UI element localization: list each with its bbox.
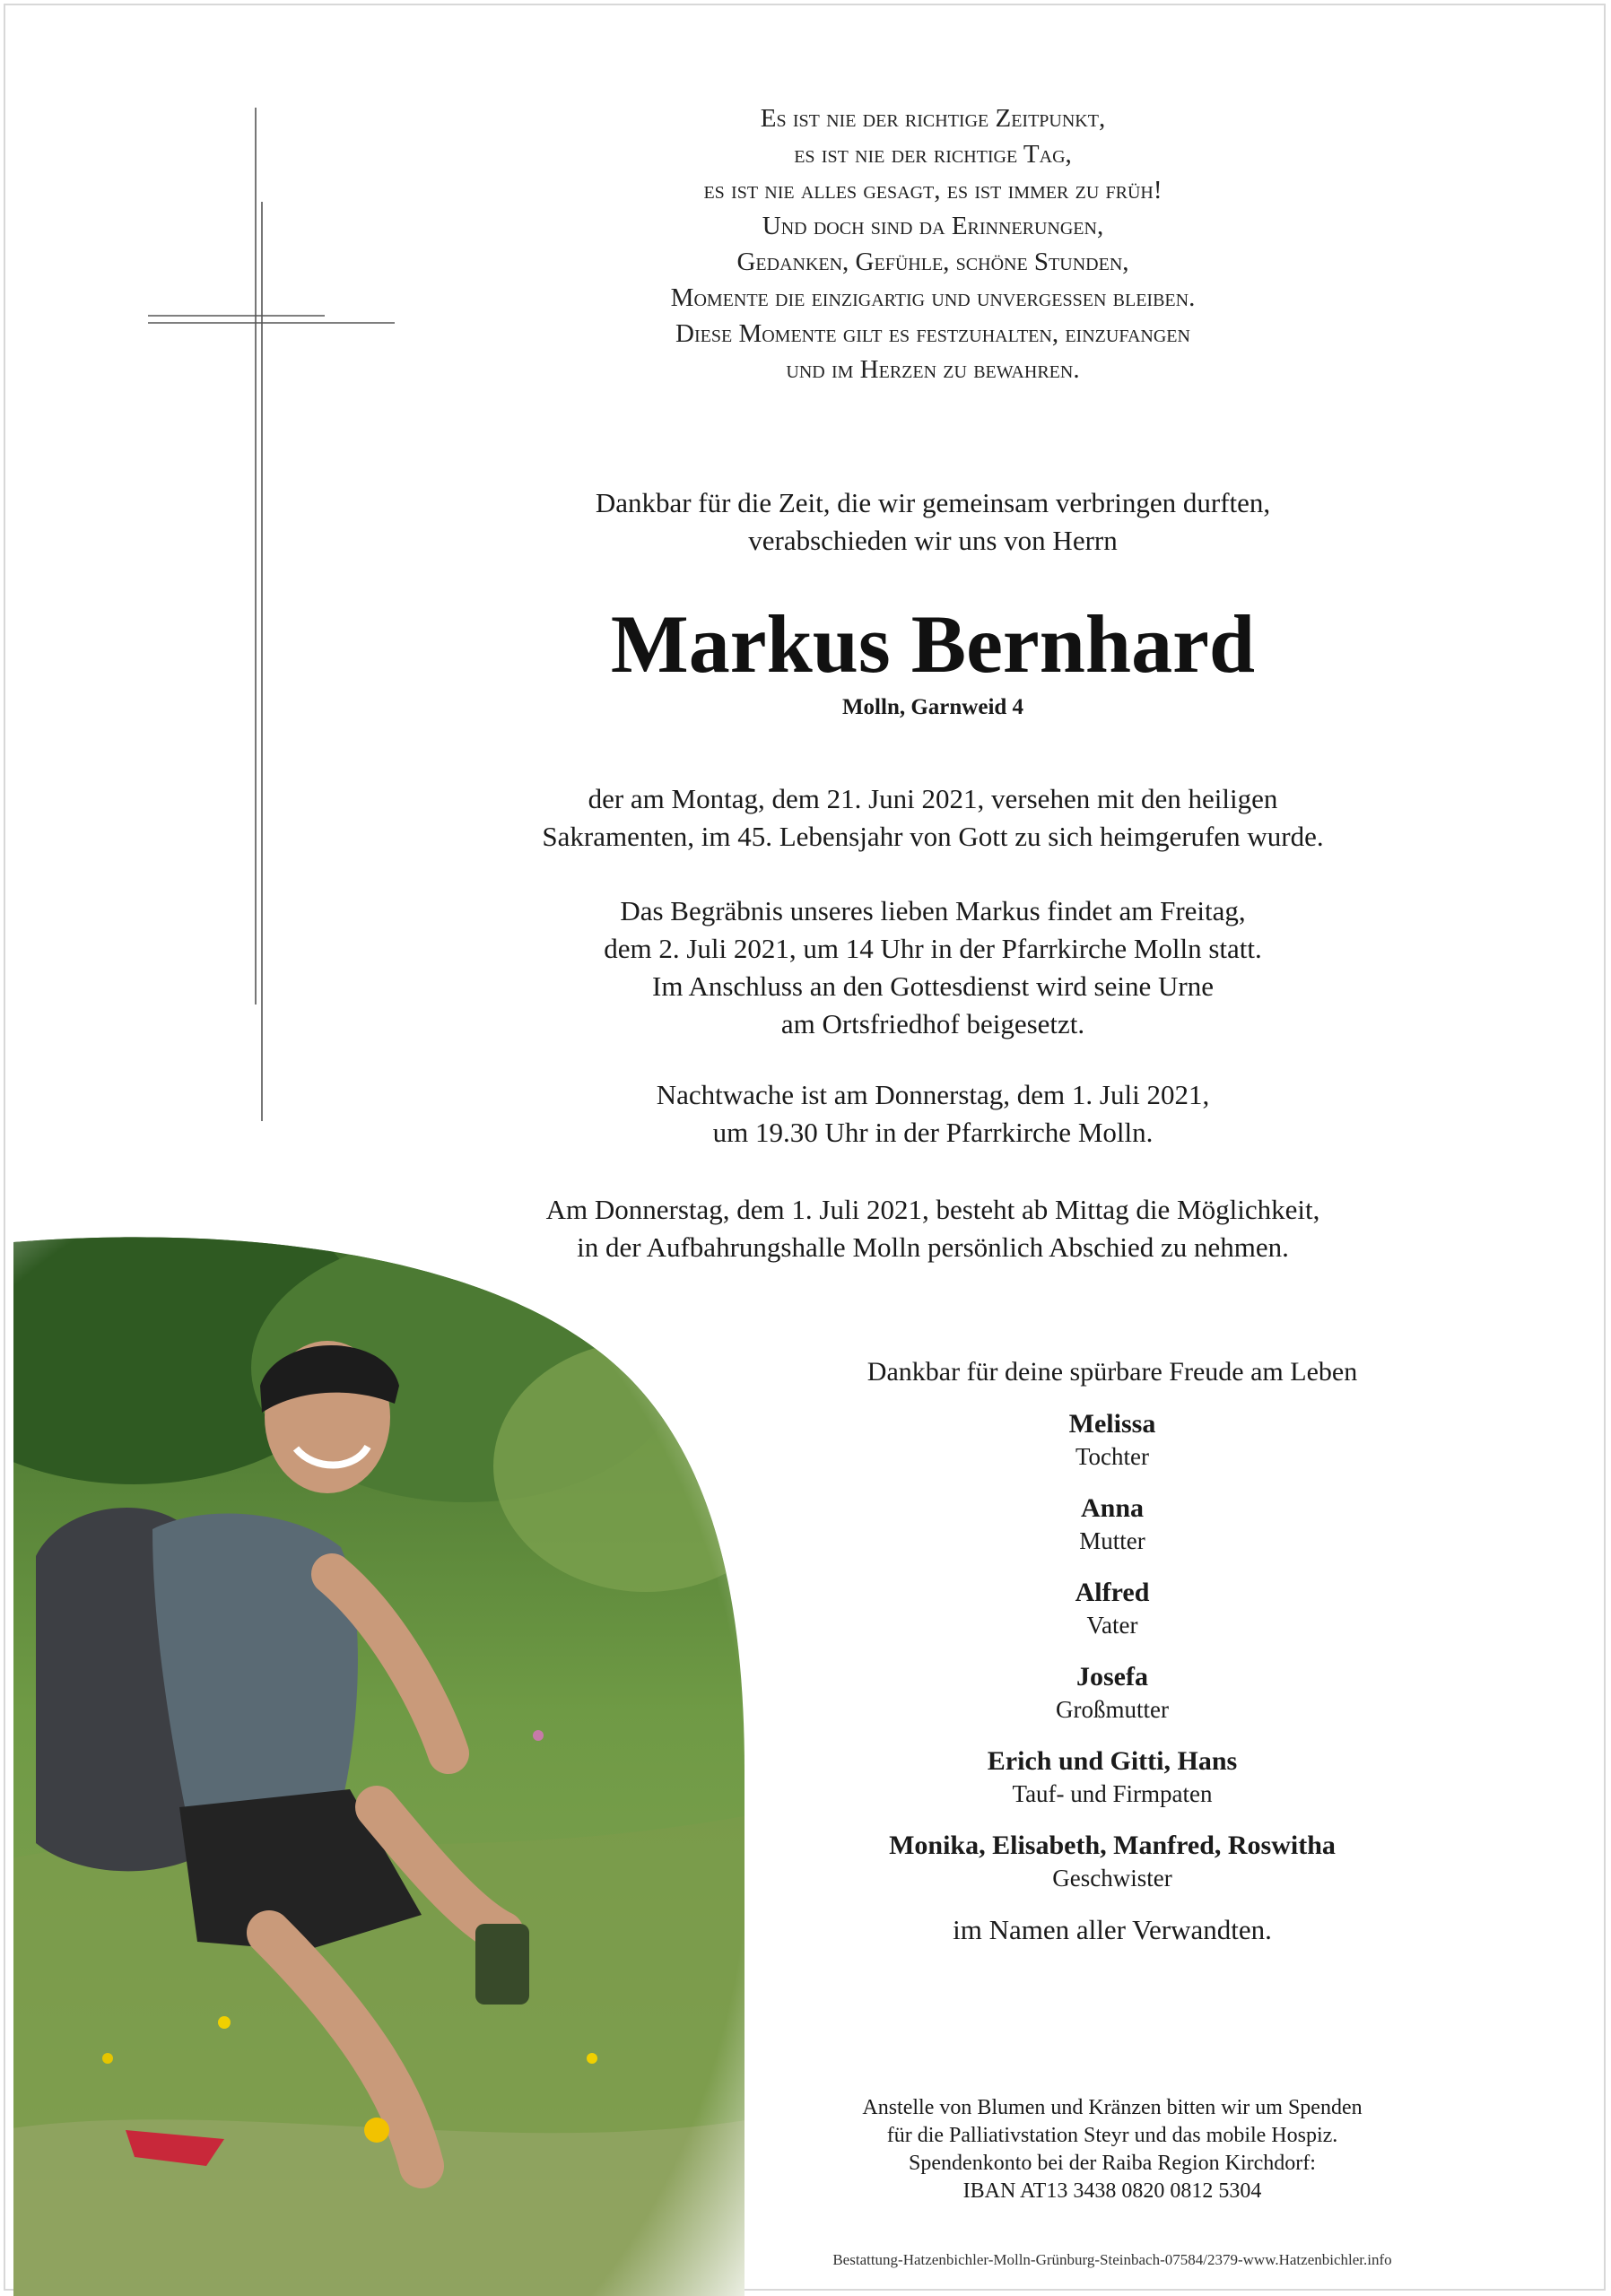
poem-line: Momente die einzigartig und unvergessen bleiben. [670,283,1196,312]
family-member [771,1492,1453,1557]
cross-icon [0,0,413,1130]
family-member-name: Josefa [1076,1662,1148,1692]
death-notice [440,780,1426,856]
poem-line: Gedanken, Gefühle, schöne Stunden, [736,248,1129,276]
donation-info [771,2094,1453,2205]
family-member-relation: Geschwister [1052,1865,1172,1892]
family-member-relation: Großmutter [1056,1696,1169,1723]
family-member [771,1745,1453,1810]
funeral-line: am Ortsfriedhof beigesetzt. [780,1008,1085,1039]
family-member-name: Melissa [1068,1409,1156,1439]
intro-line: verabschieden wir uns von Herrn [748,525,1118,556]
viewing-line: Am Donnerstag, dem 1. Juli 2021, besteht ab Mittag die Möglichkeit, [545,1194,1320,1225]
poem [502,100,1363,387]
donation-line: Spendenkonto bei der Raiba Region Kirchdorf: [909,2152,1316,2175]
portrait-photo [0,1233,789,2296]
family-member-relation: Tochter [1075,1443,1150,1470]
poem-line: es ist nie der richtige Tag, [794,140,1072,169]
funeral-line: Das Begräbnis unseres lieben Markus findet am Freitag, [620,895,1246,926]
poem-line: es ist nie alles gesagt, es ist immer zu früh! [703,176,1163,204]
family-closing: im Namen aller Verwandten. [953,1914,1272,1945]
family-member-name: Alfred [1075,1578,1150,1607]
poem-line: und im Herzen zu bewahren. [786,355,1080,384]
funeral-line: dem 2. Juli 2021, um 14 Uhr in der Pfarrkirche Molln statt. [604,933,1262,964]
intro-line: Dankbar für die Zeit, die wir gemeinsam verbringen durften, [595,487,1271,518]
family-member-name: Erich und Gitti, Hans [987,1746,1238,1776]
family-member-relation: Tauf- und Firmpaten [1012,1780,1213,1807]
family-member [771,1408,1453,1473]
intro [448,484,1417,560]
deceased-name: Markus Bernhard [610,598,1256,690]
family-member-name: Monika, Elisabeth, Manfred, Roswitha [889,1831,1336,1860]
donation-line: Anstelle von Blumen und Kränzen bitten wir um Spenden [862,2096,1363,2119]
donation-line: IBAN AT13 3438 0820 0812 5304 [962,2179,1262,2203]
family-member-relation: Vater [1086,1612,1138,1639]
poem-line: Diese Momente gilt es festzuhalten, einzufangen [675,319,1190,348]
family-section [771,1354,1453,1946]
poem-line: Es ist nie der richtige Zeitpunkt, [760,104,1106,133]
death-notice-line: Sakramenten, im 45. Lebensjahr von Gott zu sich heimgerufen wurde. [542,821,1324,852]
family-member-name: Anna [1080,1493,1145,1523]
footer: Bestattung-Hatzenbichler-Molln-Grünburg-Steinbach-07584/2379-www.Hatzenbichler.info [832,2251,1392,2268]
family-intro: Dankbar für deine spürbare Freude am Leben [866,1357,1358,1387]
family-member [771,1830,1453,1894]
deceased-address: Molln, Garnweid 4 [841,695,1024,719]
death-notice-line: der am Montag, dem 21. Juni 2021, versehen mit den heiligen [588,783,1278,814]
vigil-line: Nachtwache ist am Donnerstag, dem 1. Juli 2021, [656,1079,1210,1110]
vigil-info [440,1076,1426,1152]
donation-line: für die Palliativstation Steyr und das mobile Hospiz. [886,2124,1338,2147]
family-member [771,1661,1453,1726]
poem-line: Und doch sind da Erinnerungen, [762,212,1104,240]
family-member-relation: Mutter [1079,1527,1145,1554]
vigil-line: um 19.30 Uhr in der Pfarrkirche Molln. [712,1117,1154,1148]
viewing-line: in der Aufbahrungshalle Molln persönlich Abschied zu nehmen. [577,1231,1289,1263]
funeral-line: Im Anschluss an den Gottesdienst wird seine Urne [652,970,1214,1002]
family-member [771,1577,1453,1641]
funeral-info [440,892,1426,1043]
